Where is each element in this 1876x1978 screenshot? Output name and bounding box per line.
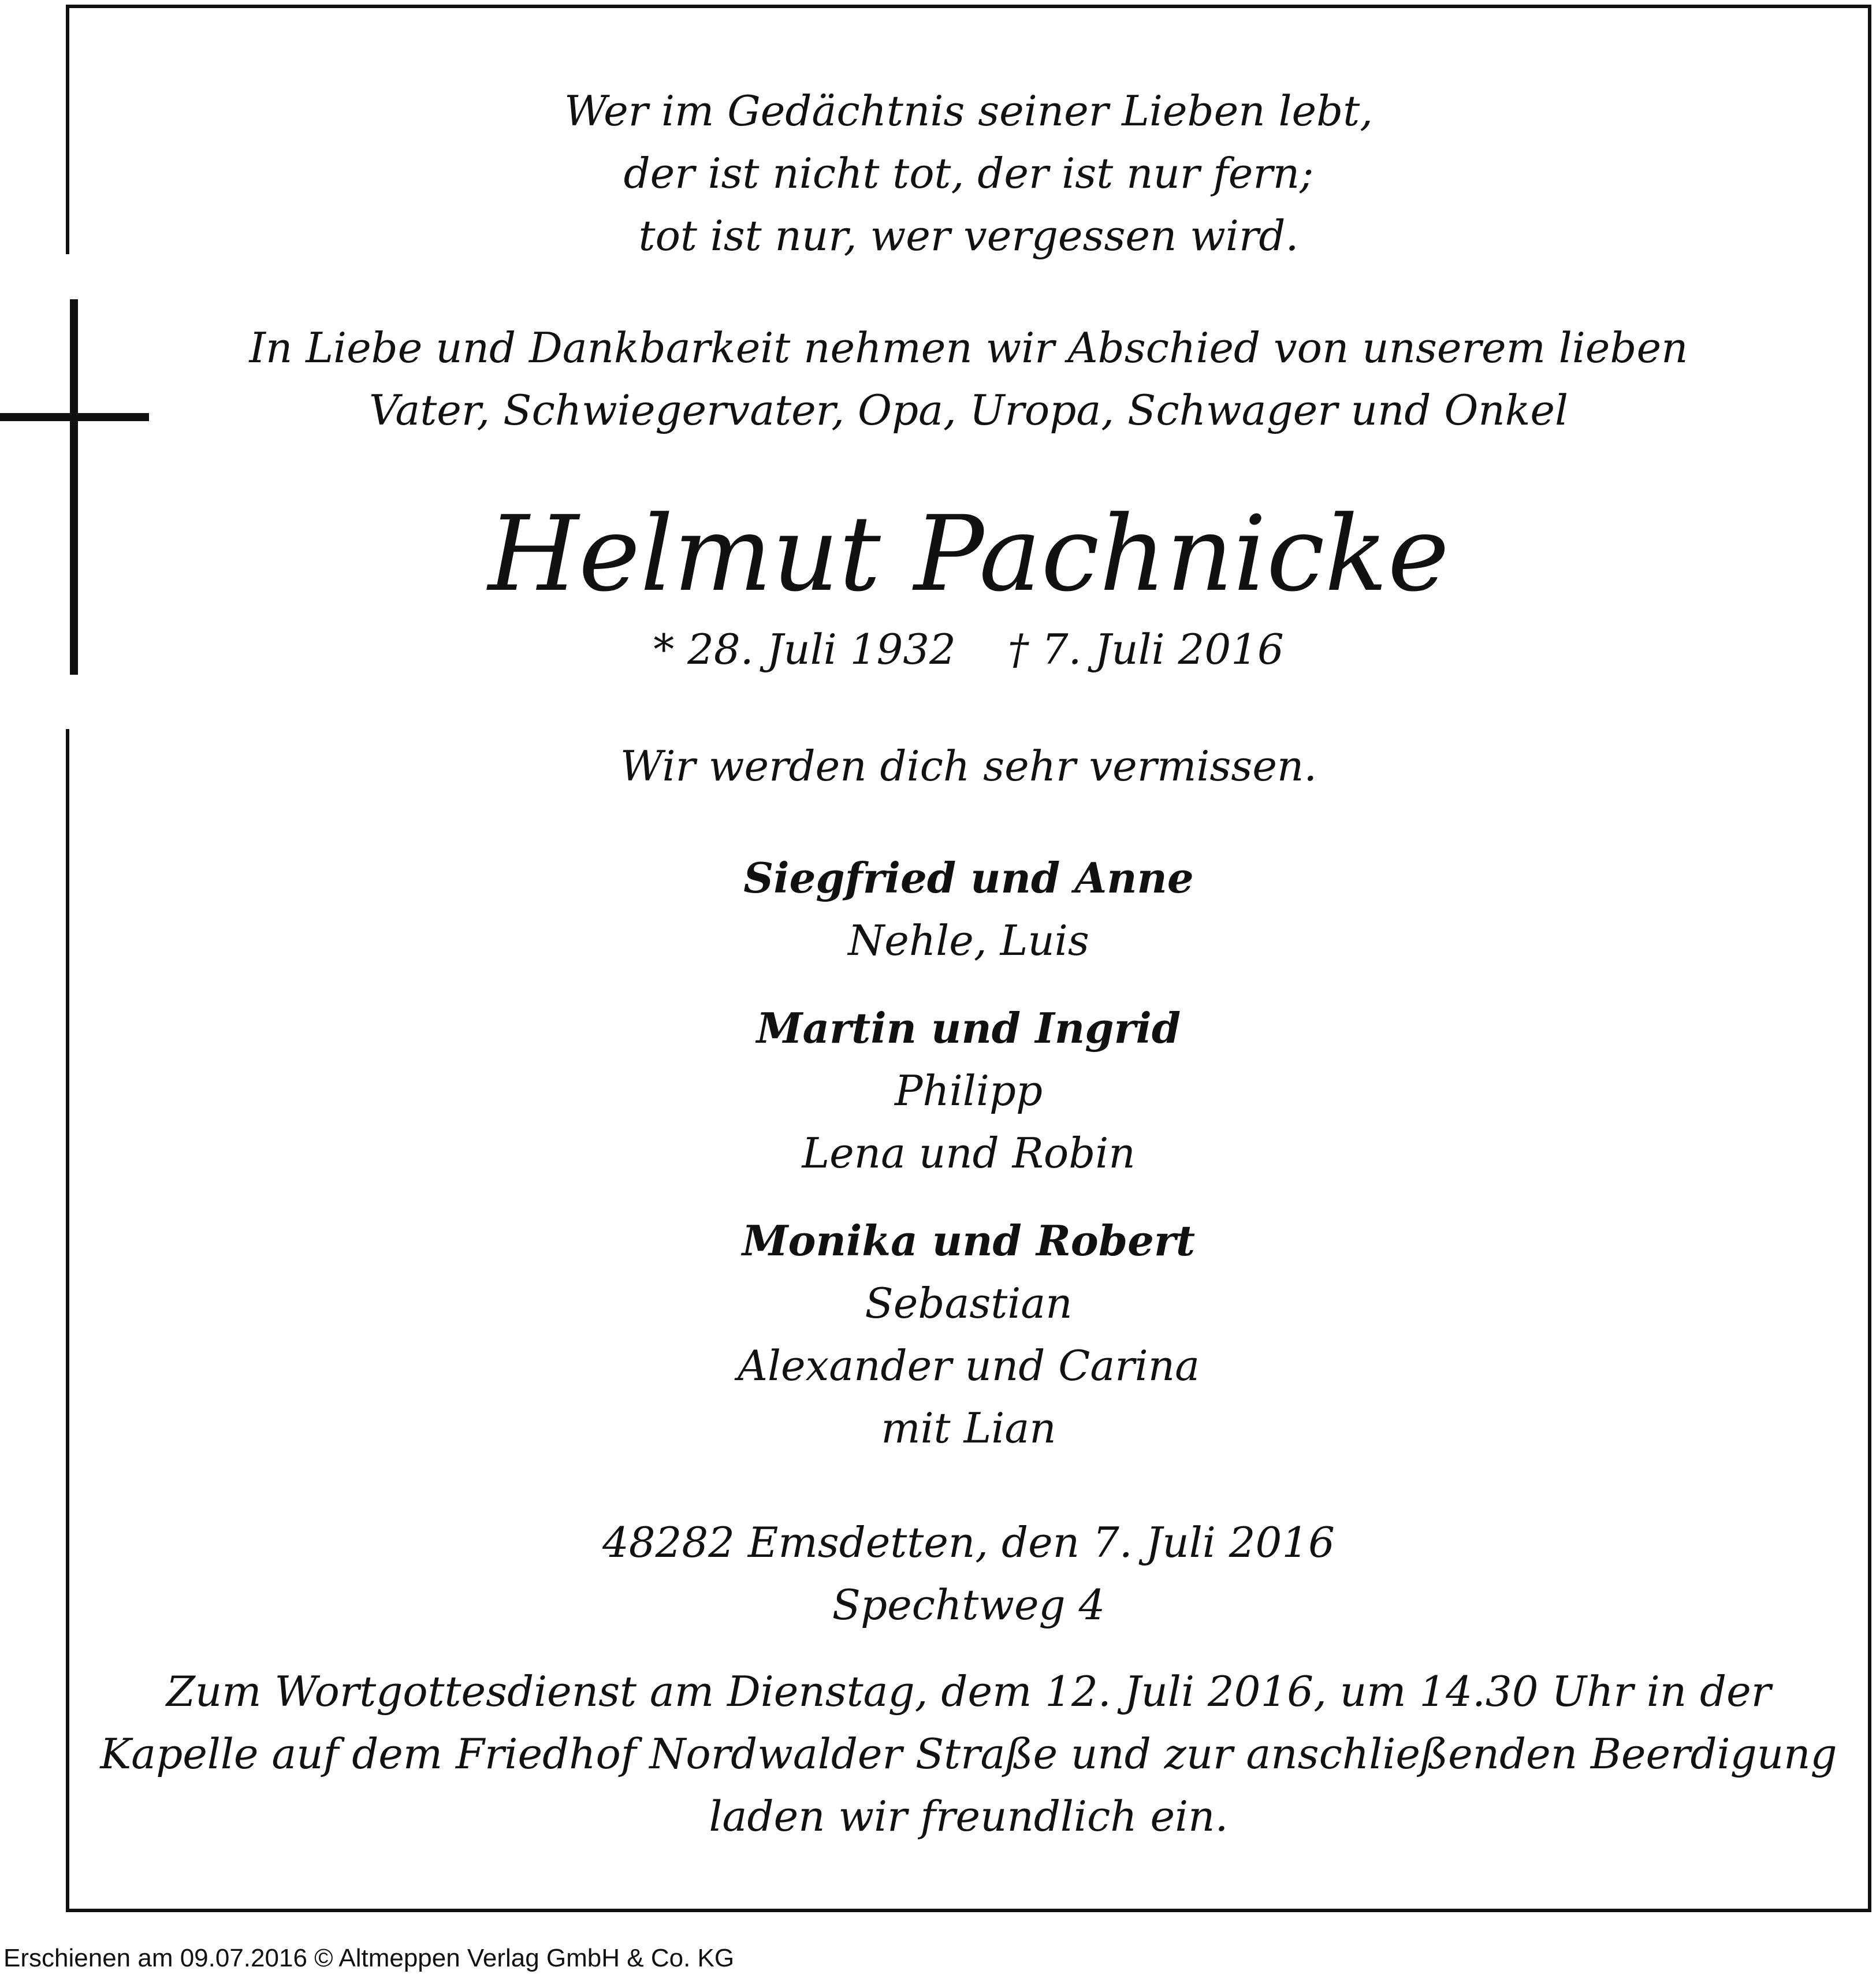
intro-line-1: In Liebe und Dankbarkeit nehmen wir Abschied von unserem lieben bbox=[249, 324, 1688, 372]
deceased-name: Helmut Pachnicke bbox=[487, 494, 1450, 615]
family-member: Nehle, Luis bbox=[848, 916, 1089, 965]
intro-line-2: Vater, Schwiegervater, Opa, Uropa, Schwager und Onkel bbox=[369, 386, 1568, 434]
verse-line-1: Wer im Gedächtnis seiner Lieben lebt, bbox=[564, 87, 1374, 135]
miss-line: Wir werden dich sehr vermissen. bbox=[620, 742, 1317, 790]
frame-bottom-border bbox=[66, 1909, 1871, 1912]
family-member: Philipp bbox=[894, 1066, 1043, 1115]
place-date-line: 48282 Emsdetten, den 7. Juli 2016 bbox=[602, 1518, 1335, 1567]
service-line-2: Kapelle auf dem Friedhof Nordwalder Straße und zur anschließenden Beerdigung bbox=[100, 1730, 1837, 1778]
death-date: † 7. Juli 2016 bbox=[1007, 625, 1284, 674]
family-head-2: Martin und Ingrid bbox=[756, 1003, 1181, 1053]
family-member: Alexander und Carina bbox=[737, 1341, 1200, 1390]
family-head-1: Siegfried und Anne bbox=[743, 853, 1194, 902]
address-line: Spechtweg 4 bbox=[832, 1581, 1106, 1629]
verse-line-2: der ist nicht tot, der ist nur fern; bbox=[623, 149, 1314, 198]
family-member: Lena und Robin bbox=[802, 1129, 1136, 1177]
obituary-content bbox=[69, 0, 1868, 1909]
life-dates bbox=[69, 625, 1868, 674]
service-line-1: Zum Wortgottesdienst am Dienstag, dem 12. Juli 2016, um 14.30 Uhr in der bbox=[166, 1667, 1771, 1716]
verse-line-3: tot ist nur, wer vergessen wird. bbox=[638, 211, 1299, 260]
frame-right-border bbox=[1868, 5, 1871, 1912]
family-member: Sebastian bbox=[865, 1279, 1073, 1328]
family-member: mit Lian bbox=[881, 1404, 1056, 1452]
service-line-3: laden wir freundlich ein. bbox=[709, 1792, 1229, 1841]
publication-footer: Erschienen am 09.07.2016 © Altmeppen Verlag GmbH & Co. KG bbox=[3, 1944, 735, 1972]
family-head-3: Monika und Robert bbox=[742, 1216, 1196, 1265]
birth-date: * 28. Juli 1932 bbox=[653, 625, 956, 674]
